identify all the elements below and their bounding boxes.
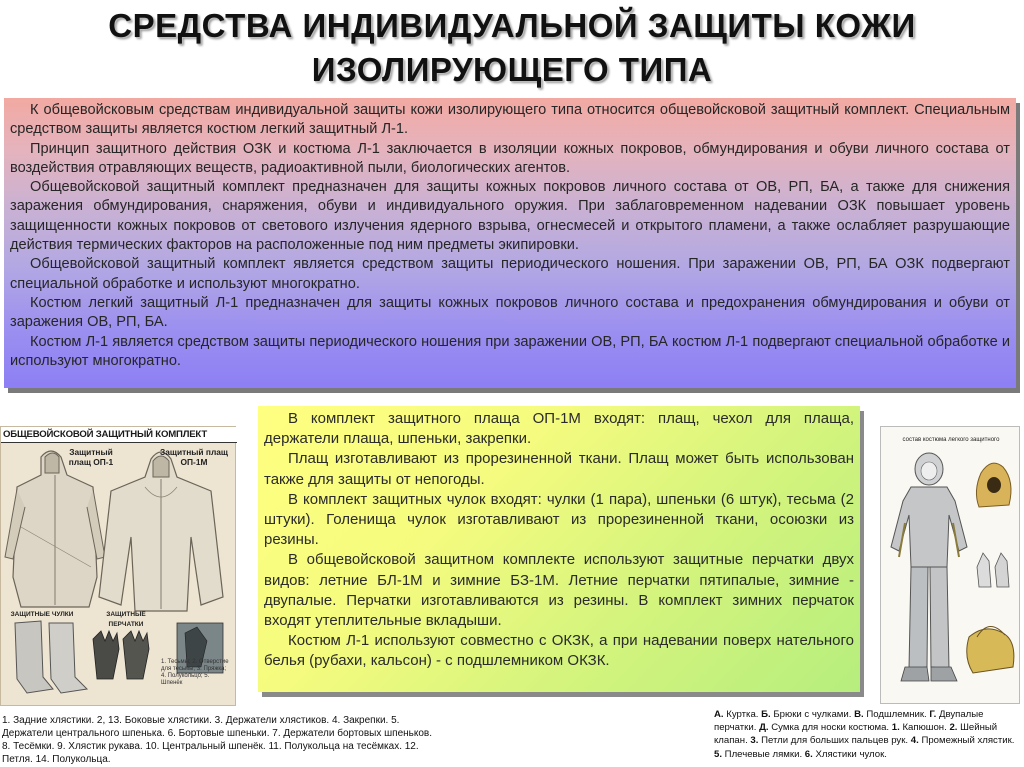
caption-marker: 4. xyxy=(910,735,919,747)
title-line-2: ИЗОЛИРУЮЩЕГО ТИПА xyxy=(311,51,713,88)
intro-text-block xyxy=(4,98,1016,388)
l1-suit-figure xyxy=(880,426,1020,704)
suit-drawing xyxy=(891,453,967,681)
details-paragraph: Костюм Л-1 используют совместно с ОКЗК, а при надевании поверх нательного белья (рубахи, кальсон) - с подшлемником ОКЗК. xyxy=(264,632,854,670)
caption-marker: 5. xyxy=(714,748,723,760)
caption-marker: 6. xyxy=(804,748,813,760)
page-title xyxy=(0,4,1024,92)
l1-suit-illustration xyxy=(881,427,1021,705)
ozk-caption: 1. Задние хлястики. 2, 13. Боковые хлястики. 3. Держатели хлястиков. 4. Закрепки. 5. Держатели центрального шпенька. 6. Бортовые шпеньки. 7. Держатели бортовых шпеньков. 8. Тесёмки. 9. Хлястик рукава. 10. Центральный шпенёк. 11. Полукольца на тесёмках. 12. Петля. 14. Полукольца. xyxy=(2,715,433,765)
caption-marker: В. xyxy=(854,709,864,720)
cloak-op1-drawing xyxy=(5,451,105,607)
l1-figure-heading: состав костюма легкого защитного xyxy=(902,437,1000,443)
intro-paragraph: К общевойсковым средствам индивидуальной защиты кожи изолирующего типа относится общевойсковой защитный комплект. Специальным средством защиты является костюм легкий защитный Л-1. xyxy=(10,102,1010,138)
ozk-figure xyxy=(0,426,236,706)
details-paragraph: В комплект защитного плаща ОП-1М входят: плащ, чехол для плаща, держатели плаща, шпеньки, закрепки. xyxy=(264,410,854,448)
caption-text: Промежный хлястик. xyxy=(918,735,1015,747)
details-paragraph: В комплект защитных чулок входят: чулки (1 пара), шпеньки (6 штук), тесьма (2 штуки). Голенища чулок изготавливают из прорезиненной ткани, осоюзки из резины. xyxy=(264,490,854,549)
stockings-drawing xyxy=(15,621,87,693)
title-line-1: СРЕДСТВА ИНДИВИДУАЛЬНОЙ ЗАЩИТЫ КОЖИ xyxy=(108,7,916,44)
intro-paragraph: Общевойсковой защитный комплект предназначен для защиты кожных покровов личного состава от ОВ, РП, БА, а также для снижения заражения обмундирования, снаряжения, обуви и индивидуального оружия. При заблаговременном надевании ОЗК повышает уровень защищенности кожных покровов от светового излучения ядерного взрыва, огнесмесей и открытого пламени, а также ослабляет разрушающие действия термических факторов на расположенные под ним предметы экипировки. xyxy=(10,179,1010,254)
caption-text: Подшлемник. xyxy=(863,709,930,720)
caption-text: Брюки с чулками. xyxy=(770,709,855,720)
caption-text: Петли для больших пальцев рук. xyxy=(758,735,911,747)
intro-paragraph: Принцип защитного действия ОЗК и костюма Л-1 заключается в изоляции кожных покровов, обмундирования и обуви личного состава от воздействия отравляющих веществ, радиоактивной пыли, биологических агентов. xyxy=(10,140,1010,176)
hood-drawing xyxy=(976,463,1011,507)
caption-text: Куртка. xyxy=(723,709,762,720)
details-paragraph: В общевойсковой защитном комплекте используют защитные перчатки двух видов: летние БЛ-1М и зимние БЗ-1М. Летние перчатки пятипалые, зимние - двупалые. Перчатки изготавливаются из резины. В комплект зимних перчаток входят утеплительные вкладыши. xyxy=(264,551,854,630)
caption-text: Плечевые лямки. xyxy=(722,748,805,760)
label-stockings: ЗАЩИТНЫЕ ЧУЛКИ xyxy=(10,611,74,618)
label-gloves: ЗАЩИТНЫЕ ПЕРЧАТКИ xyxy=(106,611,146,628)
caption-text: Шейный клапан. xyxy=(714,722,998,747)
details-paragraph: Плащ изготавливают из прорезиненной ткани. Плащ может быть использован также для защиты от непогоды. xyxy=(264,450,854,488)
two-finger-gloves-drawing xyxy=(977,553,1009,587)
ozk-figure-heading: ОБЩЕВОЙСКОВОЙ ЗАЩИТНЫЙ КОМПЛЕКТ xyxy=(1,427,237,443)
caption-marker: 1. xyxy=(891,722,900,734)
caption-marker: Г. xyxy=(929,709,937,720)
caption-text: Капюшон. xyxy=(899,722,950,734)
label-cloak-op1m: Защитный плащ ОП-1М xyxy=(159,447,228,467)
bag-drawing xyxy=(967,626,1014,673)
caption-marker: Б. xyxy=(761,709,771,720)
caption-marker: 2. xyxy=(949,722,958,734)
cloak-op1m-drawing xyxy=(99,452,223,611)
caption-marker: А. xyxy=(714,709,724,720)
caption-marker: 3. xyxy=(750,735,759,747)
details-text-block xyxy=(258,406,860,692)
intro-paragraph: Костюм Л-1 является средством защиты периодического ношения при заражении ОВ, РП, БА костюм Л-1 подвергают специальной обработке и используют многократно. xyxy=(10,333,1010,369)
caption-text: Двупалые перчатки. xyxy=(714,709,984,734)
label-cloak-op1: Защитный плащ ОП-1 xyxy=(68,447,114,467)
intro-paragraph: Общевойсковой защитный комплект является средством защиты периодического ношения. При заражении ОВ, РП, БА ОЗК подвергают специальной обработке и используют многократно. xyxy=(10,256,1010,292)
intro-paragraph: Костюм легкий защитный Л-1 предназначен для защиты кожных покровов личного состава и предохранения обмундирования и обуви от заражения ОВ, РП, БА. xyxy=(10,294,1010,331)
l1-caption xyxy=(714,708,1024,761)
caption-text: Сумка для носки костюма. xyxy=(768,722,892,734)
caption-text: Хлястики чулок. xyxy=(812,748,887,760)
figure-legend-small: 1. Тесьмы; 2. Отверстие для тесьмы; 3. Пряжка; 4. Полукольцо; 5. Шпенёк xyxy=(161,659,229,686)
caption-marker: Д. xyxy=(759,722,769,734)
